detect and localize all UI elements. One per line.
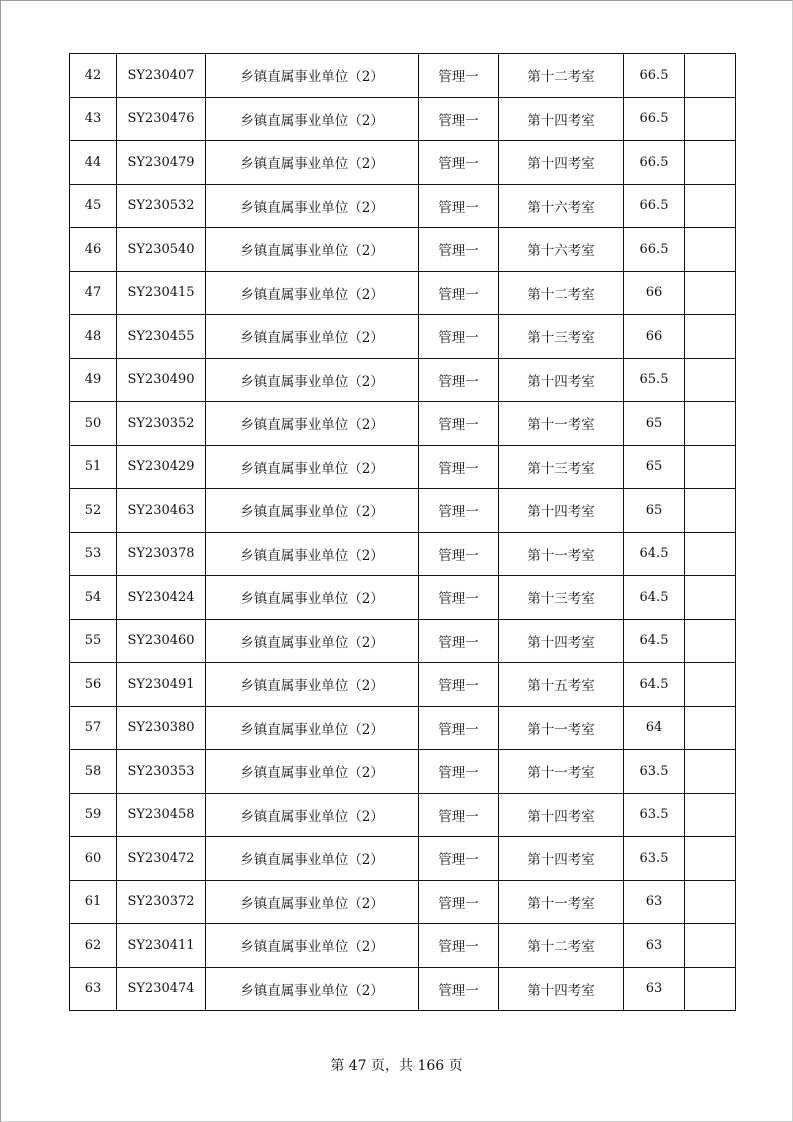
post-cell: 管理一 — [419, 141, 499, 185]
row-number-cell: 60 — [70, 837, 117, 881]
unit-cell: 乡镇直属事业单位（2） — [206, 445, 419, 489]
exam-room-cell: 第十一考室 — [499, 402, 624, 446]
note-cell — [685, 358, 736, 402]
post-cell: 管理一 — [419, 793, 499, 837]
note-cell — [685, 837, 736, 881]
exam-room-cell: 第十四考室 — [499, 619, 624, 663]
score-cell: 64 — [624, 706, 685, 750]
score-cell: 63.5 — [624, 837, 685, 881]
note-cell — [685, 141, 736, 185]
table-row — [70, 184, 736, 228]
exam-id-cell: SY230490 — [117, 358, 206, 402]
row-number-cell: 59 — [70, 793, 117, 837]
note-cell — [685, 271, 736, 315]
exam-room-cell: 第十二考室 — [499, 54, 624, 98]
note-cell — [685, 880, 736, 924]
row-number-cell: 54 — [70, 576, 117, 620]
unit-cell: 乡镇直属事业单位（2） — [206, 576, 419, 620]
note-cell — [685, 445, 736, 489]
exam-room-cell: 第十四考室 — [499, 967, 624, 1011]
exam-room-cell: 第十三考室 — [499, 576, 624, 620]
note-cell — [685, 532, 736, 576]
exam-id-cell: SY230455 — [117, 315, 206, 359]
post-cell: 管理一 — [419, 184, 499, 228]
row-number-cell: 61 — [70, 880, 117, 924]
table-row — [70, 358, 736, 402]
table-row — [70, 750, 736, 794]
post-cell: 管理一 — [419, 706, 499, 750]
score-cell: 64.5 — [624, 663, 685, 707]
table-row — [70, 97, 736, 141]
score-cell: 66.5 — [624, 141, 685, 185]
score-cell: 63.5 — [624, 793, 685, 837]
exam-id-cell: SY230472 — [117, 837, 206, 881]
score-cell: 65 — [624, 402, 685, 446]
exam-id-cell: SY230460 — [117, 619, 206, 663]
row-number-cell: 48 — [70, 315, 117, 359]
note-cell — [685, 576, 736, 620]
post-cell: 管理一 — [419, 750, 499, 794]
note-cell — [685, 924, 736, 968]
unit-cell: 乡镇直属事业单位（2） — [206, 750, 419, 794]
exam-id-cell: SY230540 — [117, 228, 206, 272]
exam-id-cell: SY230352 — [117, 402, 206, 446]
row-number-cell: 62 — [70, 924, 117, 968]
post-cell: 管理一 — [419, 924, 499, 968]
unit-cell: 乡镇直属事业单位（2） — [206, 967, 419, 1011]
exam-id-cell: SY230474 — [117, 967, 206, 1011]
post-cell: 管理一 — [419, 837, 499, 881]
table-row — [70, 576, 736, 620]
exam-id-cell: SY230353 — [117, 750, 206, 794]
unit-cell: 乡镇直属事业单位（2） — [206, 271, 419, 315]
unit-cell: 乡镇直属事业单位（2） — [206, 54, 419, 98]
exam-id-cell: SY230532 — [117, 184, 206, 228]
exam-id-cell: SY230380 — [117, 706, 206, 750]
note-cell — [685, 619, 736, 663]
exam-room-cell: 第十二考室 — [499, 924, 624, 968]
table-row — [70, 967, 736, 1011]
exam-room-cell: 第十六考室 — [499, 184, 624, 228]
exam-id-cell: SY230479 — [117, 141, 206, 185]
table-row — [70, 880, 736, 924]
score-cell: 65 — [624, 489, 685, 533]
table-row — [70, 532, 736, 576]
table-body — [70, 54, 736, 1011]
exam-room-cell: 第十四考室 — [499, 793, 624, 837]
post-cell: 管理一 — [419, 489, 499, 533]
post-cell: 管理一 — [419, 532, 499, 576]
exam-id-cell: SY230491 — [117, 663, 206, 707]
exam-room-cell: 第十一考室 — [499, 880, 624, 924]
exam-room-cell: 第十三考室 — [499, 445, 624, 489]
post-cell: 管理一 — [419, 271, 499, 315]
score-cell: 66 — [624, 315, 685, 359]
note-cell — [685, 184, 736, 228]
unit-cell: 乡镇直属事业单位（2） — [206, 837, 419, 881]
row-number-cell: 56 — [70, 663, 117, 707]
table-row — [70, 489, 736, 533]
unit-cell: 乡镇直属事业单位（2） — [206, 97, 419, 141]
page-footer: 第 47 页，共 166 页 — [330, 1058, 463, 1074]
post-cell: 管理一 — [419, 576, 499, 620]
unit-cell: 乡镇直属事业单位（2） — [206, 880, 419, 924]
post-cell: 管理一 — [419, 619, 499, 663]
unit-cell: 乡镇直属事业单位（2） — [206, 619, 419, 663]
note-cell — [685, 663, 736, 707]
table-row — [70, 54, 736, 98]
exam-room-cell: 第十一考室 — [499, 750, 624, 794]
unit-cell: 乡镇直属事业单位（2） — [206, 706, 419, 750]
score-cell: 64.5 — [624, 619, 685, 663]
table-row — [70, 837, 736, 881]
exam-room-cell: 第十一考室 — [499, 706, 624, 750]
exam-room-cell: 第十四考室 — [499, 141, 624, 185]
unit-cell: 乡镇直属事业单位（2） — [206, 315, 419, 359]
row-number-cell: 46 — [70, 228, 117, 272]
exam-room-cell: 第十四考室 — [499, 97, 624, 141]
exam-room-cell: 第十四考室 — [499, 489, 624, 533]
note-cell — [685, 750, 736, 794]
unit-cell: 乡镇直属事业单位（2） — [206, 358, 419, 402]
table-row — [70, 271, 736, 315]
note-cell — [685, 793, 736, 837]
unit-cell: 乡镇直属事业单位（2） — [206, 532, 419, 576]
exam-id-cell: SY230424 — [117, 576, 206, 620]
score-cell: 64.5 — [624, 532, 685, 576]
post-cell: 管理一 — [419, 358, 499, 402]
table-row — [70, 619, 736, 663]
score-cell: 66 — [624, 271, 685, 315]
table-row — [70, 228, 736, 272]
exam-id-cell: SY230429 — [117, 445, 206, 489]
note-cell — [685, 402, 736, 446]
row-number-cell: 47 — [70, 271, 117, 315]
note-cell — [685, 489, 736, 533]
post-cell: 管理一 — [419, 97, 499, 141]
exam-id-cell: SY230415 — [117, 271, 206, 315]
row-number-cell: 45 — [70, 184, 117, 228]
table-row — [70, 445, 736, 489]
row-number-cell: 42 — [70, 54, 117, 98]
exam-id-cell: SY230476 — [117, 97, 206, 141]
post-cell: 管理一 — [419, 967, 499, 1011]
score-cell: 63 — [624, 967, 685, 1011]
row-number-cell: 50 — [70, 402, 117, 446]
note-cell — [685, 967, 736, 1011]
exam-room-cell: 第十四考室 — [499, 358, 624, 402]
unit-cell: 乡镇直属事业单位（2） — [206, 402, 419, 446]
post-cell: 管理一 — [419, 880, 499, 924]
exam-room-cell: 第十四考室 — [499, 837, 624, 881]
table-row — [70, 924, 736, 968]
row-number-cell: 55 — [70, 619, 117, 663]
exam-id-cell: SY230458 — [117, 793, 206, 837]
row-number-cell: 52 — [70, 489, 117, 533]
post-cell: 管理一 — [419, 445, 499, 489]
exam-id-cell: SY230372 — [117, 880, 206, 924]
exam-id-cell: SY230463 — [117, 489, 206, 533]
table-row — [70, 663, 736, 707]
score-cell: 66.5 — [624, 54, 685, 98]
post-cell: 管理一 — [419, 54, 499, 98]
table-row — [70, 402, 736, 446]
table-row — [70, 315, 736, 359]
exam-id-cell: SY230411 — [117, 924, 206, 968]
note-cell — [685, 228, 736, 272]
table-row — [70, 141, 736, 185]
row-number-cell: 49 — [70, 358, 117, 402]
unit-cell: 乡镇直属事业单位（2） — [206, 663, 419, 707]
unit-cell: 乡镇直属事业单位（2） — [206, 793, 419, 837]
table-row — [70, 706, 736, 750]
row-number-cell: 57 — [70, 706, 117, 750]
score-cell: 63 — [624, 880, 685, 924]
unit-cell: 乡镇直属事业单位（2） — [206, 489, 419, 533]
unit-cell: 乡镇直属事业单位（2） — [206, 184, 419, 228]
post-cell: 管理一 — [419, 228, 499, 272]
score-cell: 64.5 — [624, 576, 685, 620]
score-table — [69, 53, 736, 1011]
row-number-cell: 51 — [70, 445, 117, 489]
table-row — [70, 793, 736, 837]
score-cell: 63 — [624, 924, 685, 968]
exam-room-cell: 第十五考室 — [499, 663, 624, 707]
row-number-cell: 58 — [70, 750, 117, 794]
exam-room-cell: 第十六考室 — [499, 228, 624, 272]
note-cell — [685, 706, 736, 750]
exam-id-cell: SY230378 — [117, 532, 206, 576]
unit-cell: 乡镇直属事业单位（2） — [206, 924, 419, 968]
unit-cell: 乡镇直属事业单位（2） — [206, 228, 419, 272]
post-cell: 管理一 — [419, 315, 499, 359]
score-cell: 66.5 — [624, 228, 685, 272]
score-cell: 63.5 — [624, 750, 685, 794]
exam-room-cell: 第十一考室 — [499, 532, 624, 576]
row-number-cell: 63 — [70, 967, 117, 1011]
row-number-cell: 44 — [70, 141, 117, 185]
exam-room-cell: 第十三考室 — [499, 315, 624, 359]
row-number-cell: 43 — [70, 97, 117, 141]
note-cell — [685, 54, 736, 98]
note-cell — [685, 315, 736, 359]
post-cell: 管理一 — [419, 663, 499, 707]
unit-cell: 乡镇直属事业单位（2） — [206, 141, 419, 185]
score-cell: 66.5 — [624, 97, 685, 141]
row-number-cell: 53 — [70, 532, 117, 576]
score-cell: 65 — [624, 445, 685, 489]
post-cell: 管理一 — [419, 402, 499, 446]
note-cell — [685, 97, 736, 141]
score-cell: 65.5 — [624, 358, 685, 402]
exam-id-cell: SY230407 — [117, 54, 206, 98]
exam-room-cell: 第十二考室 — [499, 271, 624, 315]
score-cell: 66.5 — [624, 184, 685, 228]
